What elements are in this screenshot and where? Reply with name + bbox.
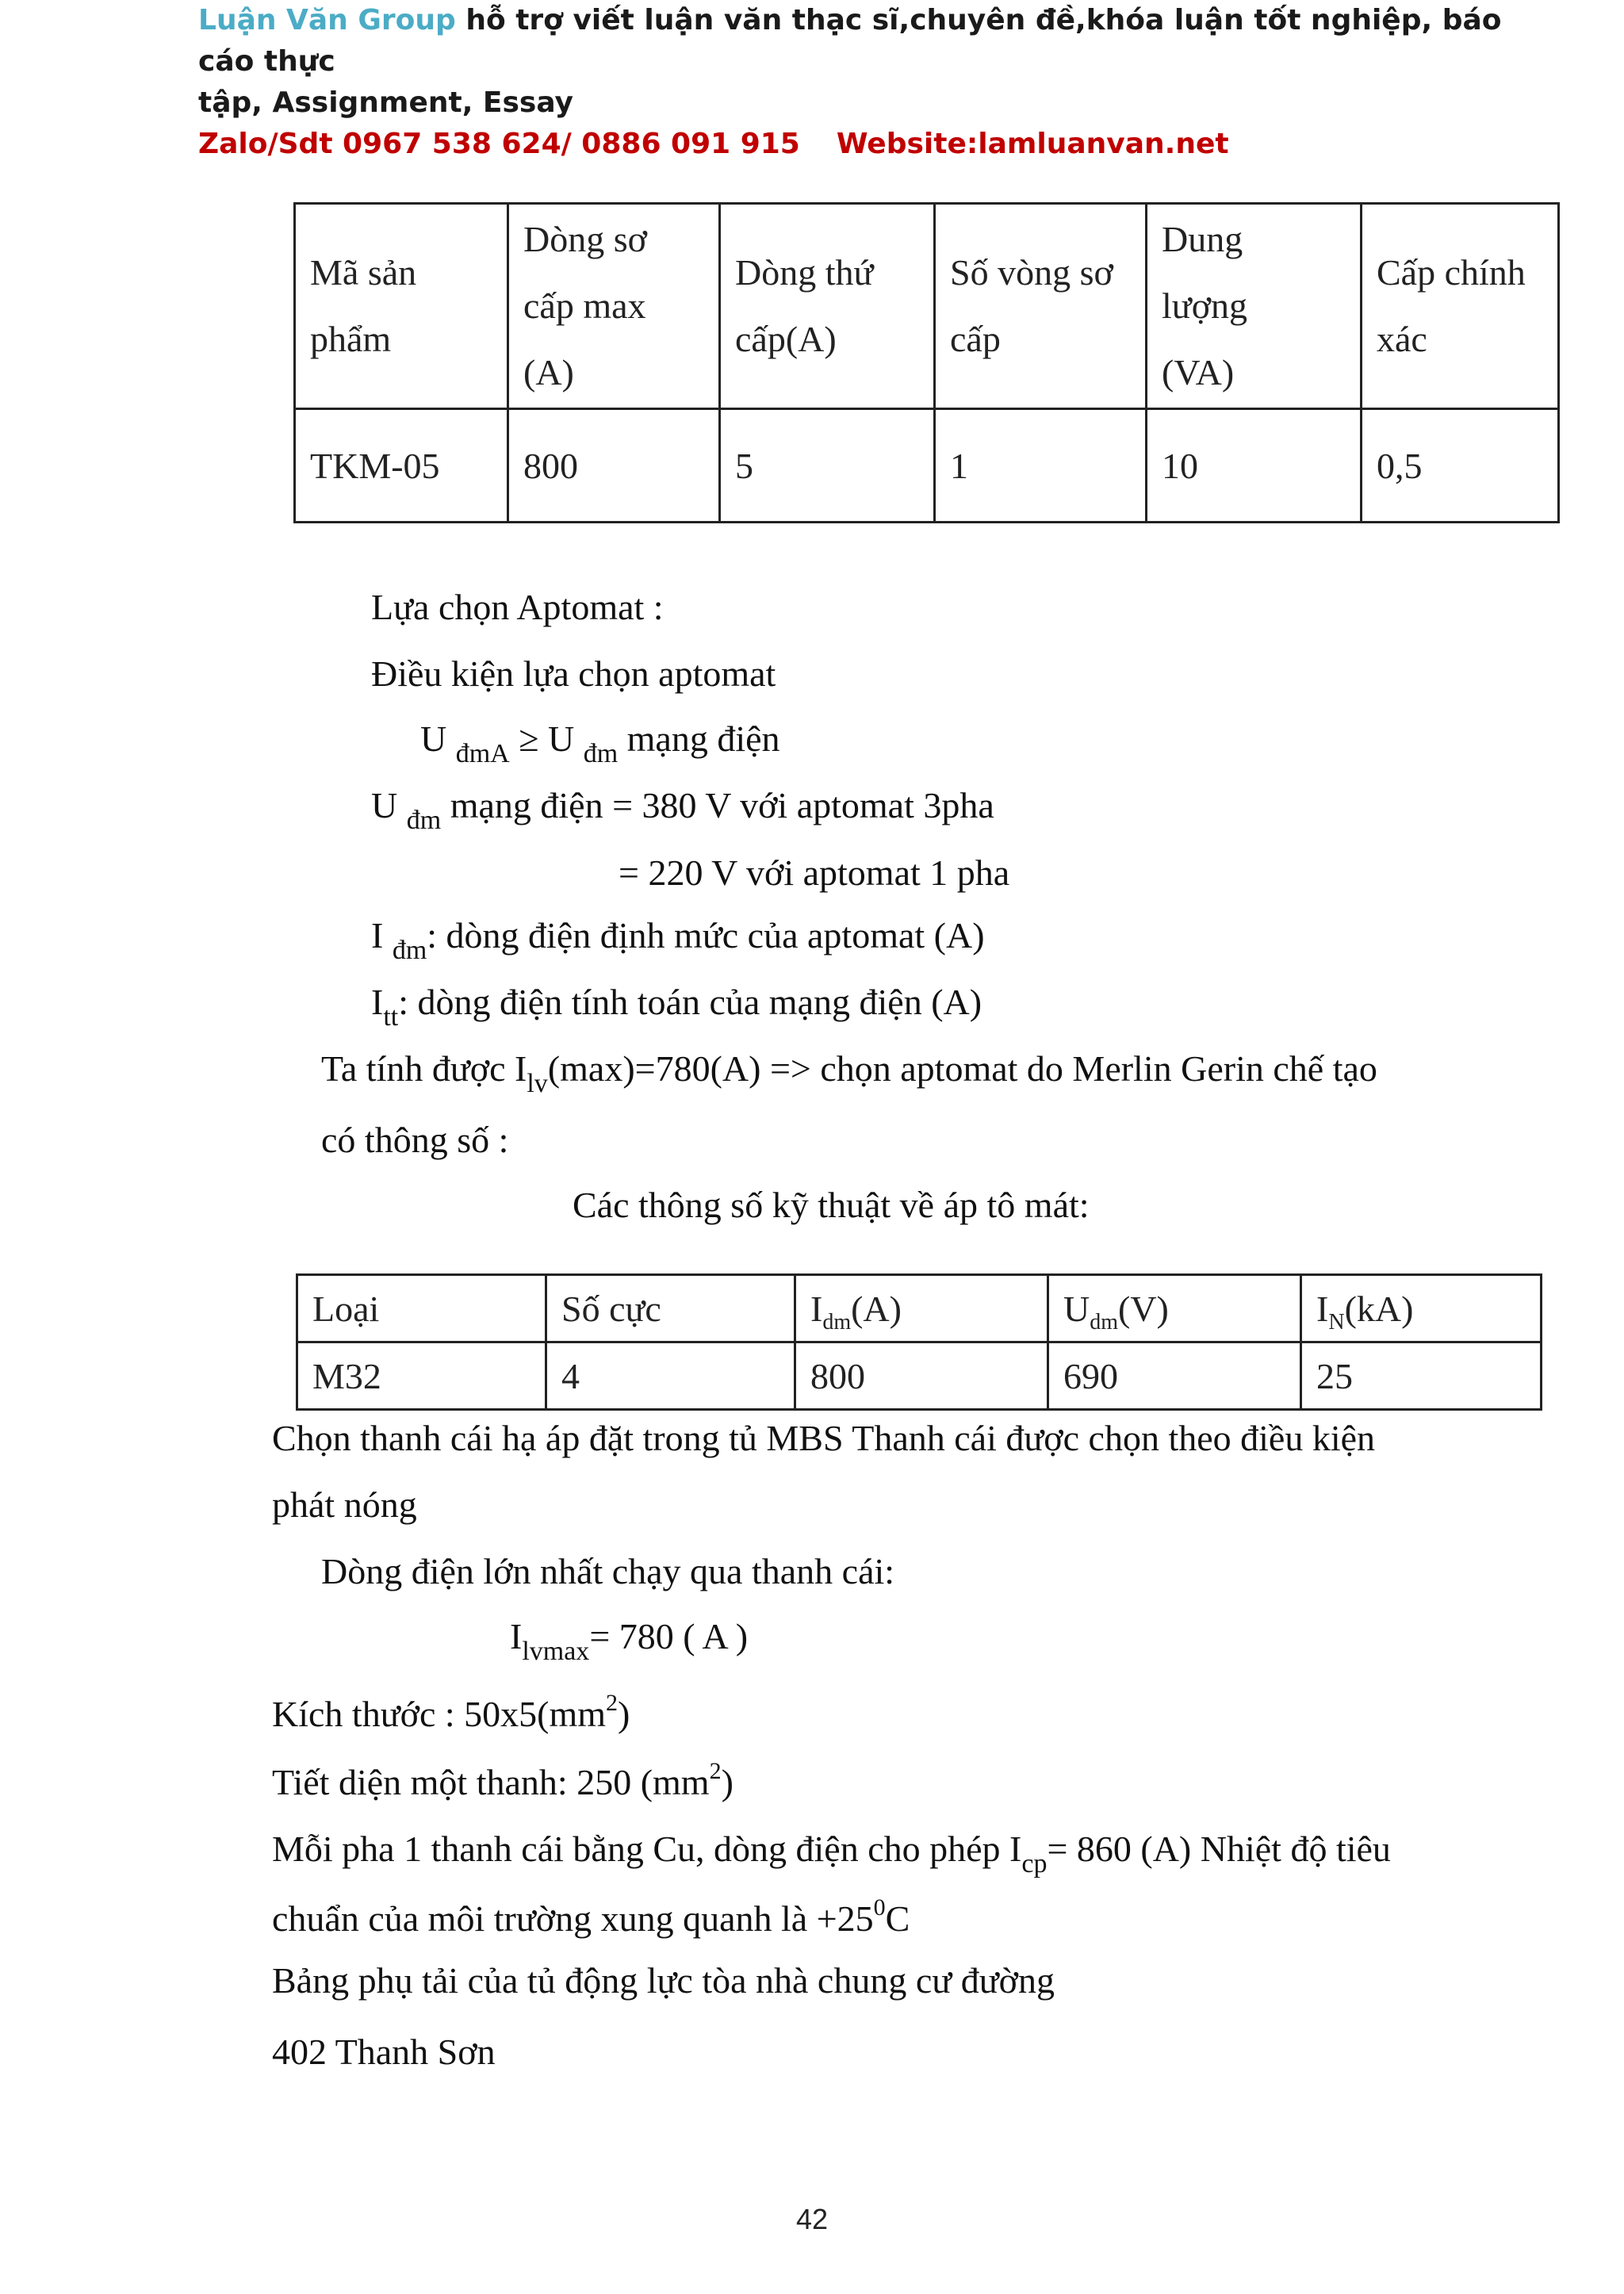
cell-rated-voltage: 690	[1048, 1342, 1301, 1410]
text-load-table-heading: Bảng phụ tải của tủ động lực tòa nhà chung cư đường	[272, 1960, 1055, 2001]
header-line-1	[198, 0, 1507, 82]
table-header-row	[295, 204, 1559, 409]
header-tagline-2: tập, Assignment, Essay	[198, 86, 574, 119]
text-busbar-selection: Chọn thanh cái hạ áp đặt trong tủ MBS Thanh cái được chọn theo điều kiện	[272, 1418, 1376, 1458]
text-cross-section: Tiết diện một thanh: 250 $(mm^2)$	[272, 1758, 733, 1802]
header-website: Website:lamluanvan.net	[836, 128, 1229, 160]
text-address: 402 Thanh Sơn	[272, 2032, 496, 2072]
cell-capacity: 10	[1147, 409, 1362, 523]
text-selection-condition: Điều kiện lựa chọn aptomat	[371, 653, 776, 694]
formula-voltage-condition: U $_{đmA}$ ≥ U $_{đm}$ mạng điện	[420, 718, 780, 768]
header-cell-product-code: Mã sản phẩm	[295, 204, 508, 409]
table-row	[295, 409, 1559, 523]
header-cell-primary-current: Dòng sơ cấp max (A)	[508, 204, 720, 409]
text-calculated-current: $I_{tt}$: dòng điện tính toán của mạng điện (A)	[371, 982, 982, 1032]
brand-name: Luận Văn Group	[198, 4, 456, 36]
cell-breaking-capacity: 25	[1301, 1342, 1542, 1410]
text-allowed-current: Mỗi pha 1 thanh cái bằng Cu, dòng điện cho phép $I_{cp}= 860$ (A) Nhiệt độ tiêu	[272, 1829, 1391, 1878]
text-max-current-heading: Dòng điện lớn nhất chạy qua thanh cái:	[321, 1551, 895, 1591]
cell-primary-turns: 1	[935, 409, 1147, 523]
text-voltage-3pha: U $_{đm}$ mạng điện = 380 V với aptomat 3pha	[371, 785, 994, 835]
formula-max-current: $I_{lvmax}= 780$ ( A )	[510, 1616, 749, 1666]
text-table2-caption: Các thông số kỹ thuật về áp tô mát:	[573, 1185, 1090, 1225]
header-cell-capacity: Dung lượng (VA)	[1147, 204, 1362, 409]
header-tagline-1: hỗ trợ viết luận văn thạc sĩ,chuyên đề,khóa luận tốt nghiệp, báo cáo thực	[198, 4, 1502, 78]
header-cell-primary-turns: Số vòng sơ cấp	[935, 204, 1147, 409]
header-cell-accuracy-class: Cấp chính xác	[1362, 204, 1559, 409]
header-cell-breaking-capacity: $I_N(kA)$	[1301, 1275, 1542, 1342]
text-dimensions: Kích thước : $50x5(mm^2)$	[272, 1690, 630, 1734]
text-ambient-temperature: chuẩn của môi trường xung quanh là $+25^0C$	[272, 1894, 910, 1939]
current-transformer-table	[293, 202, 1560, 523]
header-cell-secondary-current: Dòng thứ cấp(A)	[720, 204, 935, 409]
header-cell-poles: Số cực	[546, 1275, 795, 1342]
cell-rated-current: 800	[795, 1342, 1048, 1410]
table-header-row	[297, 1275, 1542, 1342]
cell-type: M32	[297, 1342, 546, 1410]
text-has-parameters: có thông số :	[321, 1120, 509, 1160]
aptomat-spec-table	[296, 1273, 1542, 1411]
cell-product-code: TKM-05	[295, 409, 508, 523]
cell-primary-current: 800	[508, 409, 720, 523]
header-contact-line	[198, 124, 1507, 165]
header-contact: Zalo/Sdt 0967 538 624/ 0886 091 915	[198, 128, 800, 160]
text-voltage-1pha: = 220 V với aptomat 1 pha	[619, 852, 1010, 893]
header-cell-type: Loại	[297, 1275, 546, 1342]
header-cell-rated-current: $I_{dm}(A)$	[795, 1275, 1048, 1342]
cell-secondary-current: 5	[720, 409, 935, 523]
header-cell-rated-voltage: $U_{dm}(V)$	[1048, 1275, 1301, 1342]
text-rated-current: I $_{đm}$: dòng điện định mức của aptomat (A)	[371, 915, 985, 965]
text-select-aptomat: Lựa chọn Aptomat :	[371, 587, 664, 627]
cell-accuracy-class: 0,5	[1362, 409, 1559, 523]
text-calculated-result: Ta tính được $I_{lv}(\max)=780(A)$ => chọn aptomat do Merlin Gerin chế tạo	[321, 1048, 1377, 1098]
table-row	[297, 1342, 1542, 1410]
page-number: 42	[795, 2203, 829, 2235]
cell-poles: 4	[546, 1342, 795, 1410]
text-heating: phát nóng	[272, 1484, 417, 1525]
page-header	[198, 0, 1507, 165]
